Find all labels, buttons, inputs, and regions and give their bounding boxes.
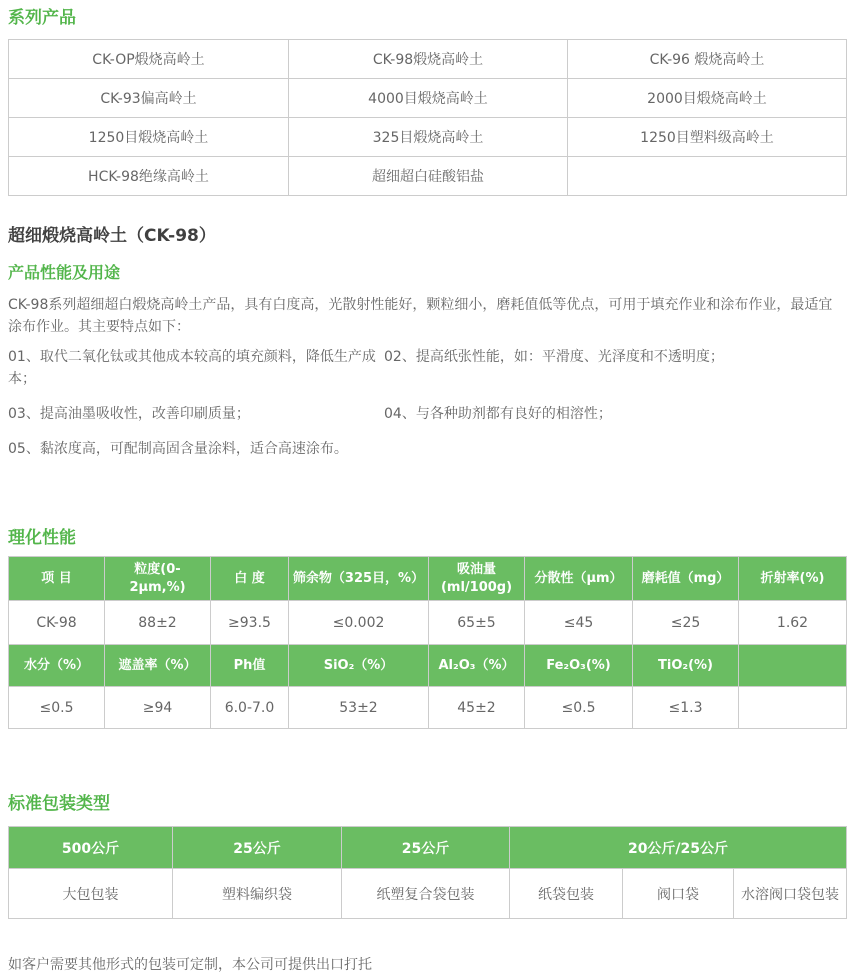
packaging-table <box>8 826 847 919</box>
column-header-cell: 磨耗值（mg） <box>633 557 739 601</box>
feature-item: 04、与各种助剂都有良好的相溶性； <box>384 406 612 422</box>
value-cell: ≤0.5 <box>9 687 105 729</box>
product-description: CK-98系列超细超白煅烧高岭土产品，具有白度高，光散射性能好，颗粒细小，磨耗值低等优点，可用于填充作业和涂布作业，最适宜涂布作业。其主要特点如下： <box>8 297 833 335</box>
series-cell: 1250目煅烧高岭土 <box>9 118 289 157</box>
column-header-cell: Al₂O₃（%） <box>429 645 525 687</box>
footer-note: 如客户需要其他形式的包装可定制，本公司可提供出口打托 <box>8 957 372 973</box>
physical-properties-table <box>8 556 847 729</box>
value-cell: 65±5 <box>429 601 525 645</box>
column-header-cell: 吸油量 (ml/100g) <box>429 557 525 601</box>
column-header-cell: SiO₂（%） <box>289 645 429 687</box>
feature-item: 02、提高纸张性能，如：平滑度、光泽度和不透明度； <box>384 349 724 365</box>
column-header-cell: Ph值 <box>211 645 289 687</box>
series-cell: CK-98煅烧高岭土 <box>289 40 568 79</box>
packaging-cell: 大包包装 <box>9 869 173 919</box>
series-cell: 325目煅烧高岭土 <box>289 118 568 157</box>
table-row <box>9 79 847 118</box>
packaging-cell: 纸袋包装 <box>510 869 623 919</box>
series-cell: 1250目塑料级高岭土 <box>568 118 847 157</box>
packaging-header-cell: 500公斤 <box>9 827 173 869</box>
packaging-cell: 阀口袋 <box>623 869 734 919</box>
value-cell <box>739 687 847 729</box>
value-cell: CK-98 <box>9 601 105 645</box>
feature-list <box>8 346 846 460</box>
series-cell: CK-OP煅烧高岭土 <box>9 40 289 79</box>
value-cell: ≤25 <box>633 601 739 645</box>
value-cell: 53±2 <box>289 687 429 729</box>
feature-item: 03、提高油墨吸收性，改善印刷质量； <box>8 406 250 422</box>
value-cell: ≤45 <box>525 601 633 645</box>
column-header-cell: 分散性（μm） <box>525 557 633 601</box>
column-header-cell: TiO₂(%) <box>633 645 739 687</box>
table-row <box>9 118 847 157</box>
value-cell: 45±2 <box>429 687 525 729</box>
section-title-packaging: 标准包装类型 <box>8 794 110 814</box>
table-row <box>9 601 847 645</box>
series-cell <box>568 157 847 196</box>
column-header-cell: 筛余物（325目，%） <box>289 557 429 601</box>
series-cell: CK-96 煅烧高岭土 <box>568 40 847 79</box>
table-row <box>9 157 847 196</box>
column-header-cell: 折射率(%) <box>739 557 847 601</box>
value-cell: 88±2 <box>105 601 211 645</box>
packaging-cell: 水溶阀口袋包装 <box>734 869 847 919</box>
product-heading: 超细煅烧高岭土（CK-98） <box>8 226 216 246</box>
series-cell: CK-93偏高岭土 <box>9 79 289 118</box>
packaging-cell: 塑料编织袋 <box>173 869 342 919</box>
table-header-row <box>9 827 847 869</box>
value-cell: ≤0.5 <box>525 687 633 729</box>
column-header-cell: 白 度 <box>211 557 289 601</box>
value-cell: ≥93.5 <box>211 601 289 645</box>
packaging-header-cell: 20公斤/25公斤 <box>510 827 847 869</box>
section-title-physical: 理化性能 <box>8 528 76 548</box>
value-cell: ≥94 <box>105 687 211 729</box>
column-header-cell: 遮盖率（%） <box>105 645 211 687</box>
column-header-cell: Fe₂O₃(%) <box>525 645 633 687</box>
packaging-cell: 纸塑复合袋包装 <box>342 869 510 919</box>
value-cell: 6.0-7.0 <box>211 687 289 729</box>
table-header-row <box>9 645 847 687</box>
column-header-cell: 粒度(0-2μm,%) <box>105 557 211 601</box>
packaging-header-cell: 25公斤 <box>173 827 342 869</box>
series-products-table <box>8 39 847 196</box>
series-cell: HCK-98绝缘高岭土 <box>9 157 289 196</box>
packaging-header-cell: 25公斤 <box>342 827 510 869</box>
value-cell: ≤0.002 <box>289 601 429 645</box>
series-cell: 超细超白硅酸铝盐 <box>289 157 568 196</box>
column-header-cell <box>739 645 847 687</box>
section-title-properties-usage: 产品性能及用途 <box>8 263 121 282</box>
series-cell: 4000目煅烧高岭土 <box>289 79 568 118</box>
table-row <box>9 40 847 79</box>
column-header-cell: 项 目 <box>9 557 105 601</box>
feature-item: 01、取代二氧化钛或其他成本较高的填充颜料，降低生产成本； <box>8 349 376 387</box>
table-row <box>9 687 847 729</box>
table-row <box>9 869 847 919</box>
table-header-row <box>9 557 847 601</box>
section-title-series: 系列产品 <box>8 8 76 28</box>
feature-item: 05、黏浓度高，可配制高固含量涂料，适合高速涂布。 <box>8 441 348 457</box>
value-cell: 1.62 <box>739 601 847 645</box>
value-cell: ≤1.3 <box>633 687 739 729</box>
column-header-cell: 水分（%） <box>9 645 105 687</box>
series-cell: 2000目煅烧高岭土 <box>568 79 847 118</box>
